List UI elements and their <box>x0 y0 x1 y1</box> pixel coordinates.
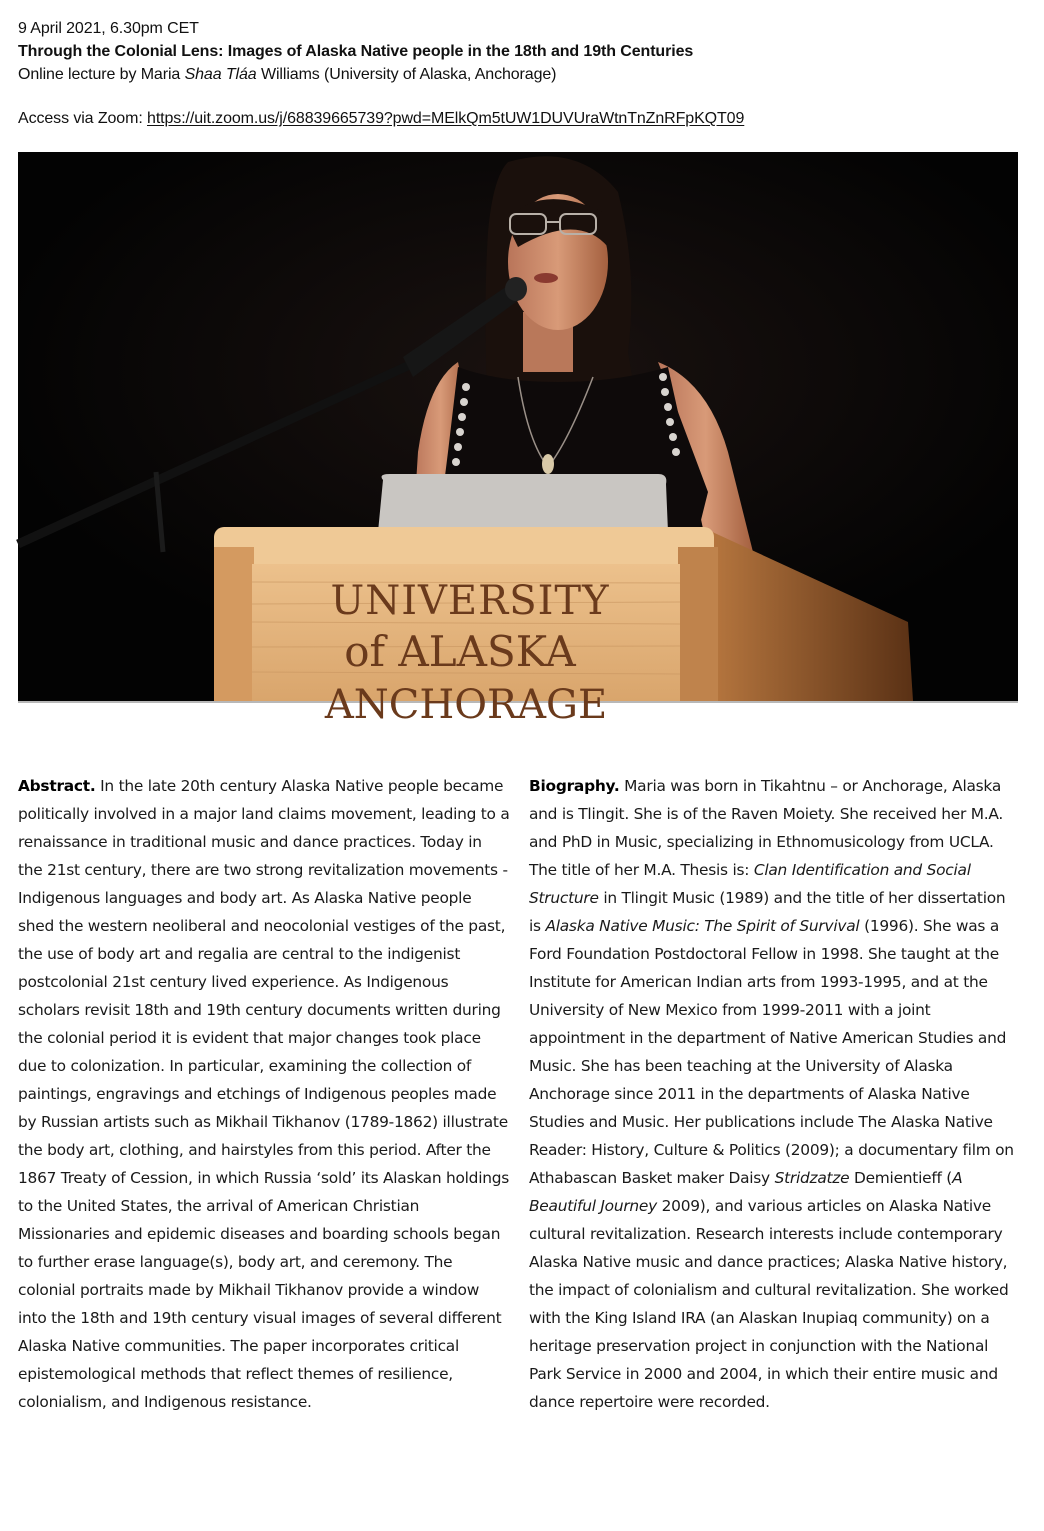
pendant <box>542 454 554 474</box>
zoom-access <box>18 107 1018 130</box>
subtitle-suffix: Williams (University of Alaska, Anchorage) <box>256 66 557 83</box>
event-header <box>18 17 1018 130</box>
podium-line-3: ANCHORAGE <box>324 682 608 728</box>
abstract-text: In the late 20th century Alaska Native people became politically involved in a major land claims movement, leading to a renaissance in traditional music and dance practices. Today in the 21st century, there are two strong revitalization movements - Indigenous languages and body art. As Alaska Native people shed the western neoliberal and neocolonial vestiges of the past, the use of body art and regalia are central to the indigenist postcolonial 21st century lived experience. As Indigenous scholars revisit 18th and 19th century documents written during the colonial period it is evident that major changes took place due to colonization. In particular, examining the collection of paintings, engravings and etchings of Indigenous peoples made by Russian artists such as Mikhail Tikhanov (1789-1862) illustrate the body art, clothing, and hairstyles from this period. After the 1867 Treaty of Cession, in which Russia ‘sold’ its Alaskan holdings to the United States, the arrival of American Christian Missionaries and epidemic diseases and boarding schools began to further erase language(s), body art, and ceremony. The colonial portraits made by Mikhail Tikhanov provide a window into the 18th and 19th century visual images of several different Alaska Native communities. The paper incorporates critical epistemological methods that reflect themes of resilience, colonialism, and Indigenous resistance. <box>18 777 510 1411</box>
event-title: Through the Colonial Lens: Images of Alaska Native people in the 18th and 19th Centuries <box>18 43 694 60</box>
podium-lettering <box>324 578 610 728</box>
biography-section <box>529 772 1019 1416</box>
laptop <box>378 474 668 532</box>
biography-text-2: in Tlingit Music (1989) and the title of her dissertation is <box>529 889 1006 935</box>
speaker-photo-illustration <box>18 152 1018 728</box>
subtitle-prefix: Online lecture by Maria <box>18 66 185 83</box>
zoom-access-label: Access via Zoom: <box>18 110 148 127</box>
event-datetime: 9 April 2021, 6.30pm CET <box>18 20 199 37</box>
speaker-photo <box>18 152 1018 728</box>
biography-text-4: Demientieff ( <box>849 1169 953 1187</box>
abstract-heading: Abstract. <box>18 777 96 795</box>
speaker-native-name: Shaa Tláa <box>184 66 257 83</box>
podium-line-1: UNIVERSITY <box>330 578 610 624</box>
biography-text-1: Maria was born in Tikahtnu – or Anchorage, Alaska and is Tlingit. She is of the Raven Moiety. She received her M.A. and PhD in Music, specializing in Ethnomusicology from UCLA. The title of her M.A. Thesis is: <box>529 777 1004 879</box>
biography-heading: Biography. <box>529 777 620 795</box>
podium-line-2: of ALASKA <box>344 627 576 676</box>
podium-top <box>214 527 714 567</box>
abstract-section <box>18 772 510 1416</box>
mouth <box>534 273 558 283</box>
film-title: A Beautiful Journey <box>529 1169 963 1215</box>
biography-text-3: (1996). She was a Ford Foundation Postdoctoral Fellow in 1998. She taught at the Institute for American Indian arts from 1993-1995, and at the University of New Mexico from 1999-2011 with a joint appointment in the department of Native American Studies and Music. She has been teaching at the University of Alaska Anchorage since 2011 in the departments of Alaska Native Studies and Music. Her publications include The Alaska Native Reader: History, Culture & Politics (2009); a documentary film on Athabascan Basket maker Daisy <box>529 917 1014 1187</box>
biography-text-5: 2009), and various articles on Alaska Native cultural revitalization. Research interests include contemporary Alaska Native music and dance practices; Alaska Native history, the impact of colonialism and cultural revitalization. She worked with the King Island IRA (an Alaskan Inupiaq community) on a heritage preservation project in conjunction with the National Park Service in 2000 and 2004, in which their entire music and dance repertoire were recorded. <box>529 1197 1009 1411</box>
dissertation-title: Alaska Native Music: The Spirit of Survival <box>545 917 860 935</box>
podium-right-rail <box>678 547 718 701</box>
thesis-title: Clan Identification and Social Structure <box>529 861 971 907</box>
mic-head <box>505 277 527 301</box>
zoom-link[interactable]: https://uit.zoom.us/j/68839665739?pwd=MElkQm5tUW1DUVUraWtnTnZnRFpKQT09 <box>147 110 745 127</box>
podium-left-rail <box>214 547 254 701</box>
event-subtitle <box>18 63 1018 86</box>
daisy-native-name: Stridzatze <box>774 1169 850 1187</box>
